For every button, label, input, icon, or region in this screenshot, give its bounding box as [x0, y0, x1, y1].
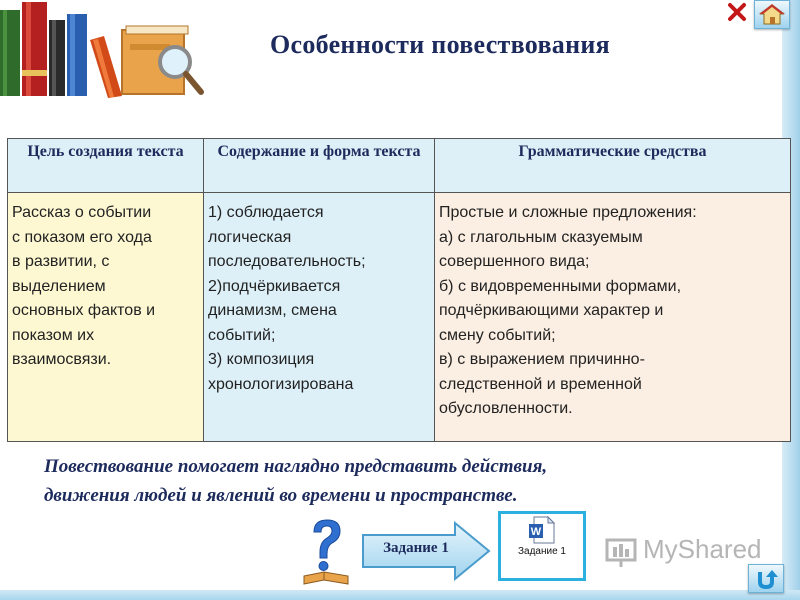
content-line: 1) соблюдается: [208, 204, 324, 221]
purpose-line: выделением: [12, 277, 106, 295]
purpose-line: взаимосвязи.: [12, 351, 112, 368]
purpose-line: показом их: [12, 326, 95, 344]
cell-grammar: [435, 193, 791, 442]
books-icon: [0, 0, 205, 100]
purpose-line: с показом его хода: [12, 228, 152, 246]
content-line: 3) композиция: [208, 351, 315, 368]
grammar-line: б) с видовременными формами,: [439, 277, 682, 295]
grammar-line: смену событий;: [439, 326, 556, 344]
cell-purpose: [8, 193, 204, 442]
return-icon: [749, 565, 783, 592]
task-1-button-label: Задание 1: [383, 540, 449, 556]
content-line: событий;: [208, 326, 276, 344]
task-1-button[interactable]: [361, 521, 491, 581]
grammar-line: следственной и временной: [439, 375, 642, 393]
purpose-line: основных фактов и: [12, 302, 156, 319]
conclusion-line: движения людей и явлений во времени и пространстве.: [44, 485, 518, 506]
conclusion-line: Повествование помогает наглядно представить действия,: [44, 456, 548, 477]
cell-content-form: [204, 193, 435, 442]
page-title: Особенности повествования: [269, 30, 611, 59]
close-icon[interactable]: [727, 2, 747, 22]
bottom-decor-strip: [0, 590, 800, 600]
watermark-text: MyShared: [643, 534, 762, 564]
question-icon[interactable]: [300, 518, 352, 586]
back-button[interactable]: [748, 564, 784, 593]
content-line: динамизм, смена: [208, 302, 337, 319]
conclusion-text: [44, 452, 764, 510]
grammar-line: подчёркивающими характер и: [439, 302, 664, 319]
header-content-form: Содержание и форма текста: [204, 139, 435, 193]
word-document-icon: [528, 516, 556, 544]
svg-text:W: W: [530, 526, 542, 538]
header-grammar: Грамматические средства: [435, 139, 791, 193]
header-purpose: Цель создания текста: [8, 139, 204, 193]
purpose-line: в развитии, с: [12, 253, 110, 270]
content-line: хронологизирована: [208, 375, 354, 393]
presentation-icon: [605, 538, 637, 568]
task-document-link[interactable]: [498, 511, 586, 581]
grammar-line: Простые и сложные предложения:: [439, 204, 697, 221]
grammar-line: а) с глагольным сказуемым: [439, 228, 643, 246]
grammar-line: в) с выражением причинно-: [439, 351, 645, 368]
grammar-line: совершенного вида;: [439, 253, 590, 270]
content-line: 2)подчёркивается: [208, 277, 341, 295]
features-table: [7, 138, 791, 442]
content-line: логическая: [208, 228, 292, 246]
grammar-line: обусловленности.: [439, 400, 573, 417]
purpose-line: Рассказ о событии: [12, 204, 152, 221]
home-icon: [755, 1, 789, 28]
document-label: Задание 1: [517, 546, 566, 557]
home-button[interactable]: [754, 0, 790, 29]
content-line: последовательность;: [208, 253, 366, 270]
